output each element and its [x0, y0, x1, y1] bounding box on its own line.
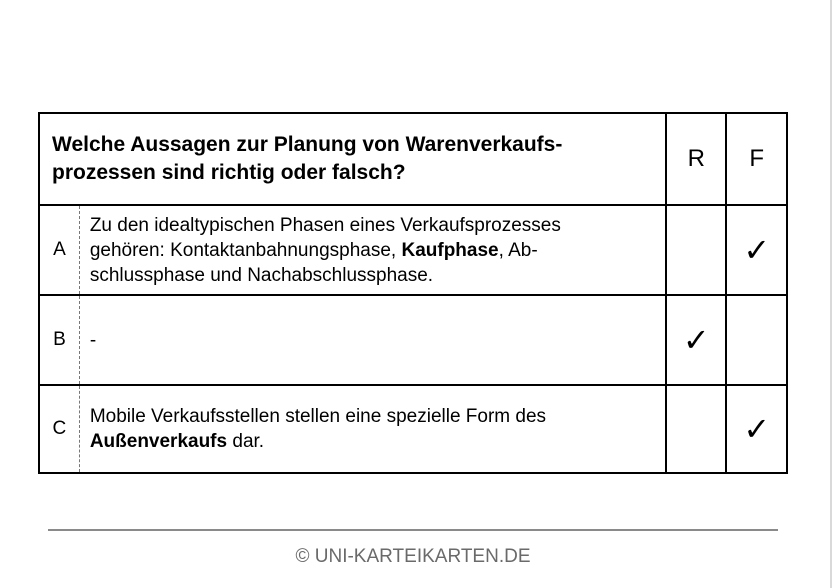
statement-text — [79, 205, 666, 295]
statement-line: gehören: Kontaktanbahnungsphase, — [89, 239, 402, 261]
statement-row-c — [39, 385, 787, 473]
statement-line: dar. — [227, 431, 265, 452]
statement-row-a — [39, 205, 787, 295]
statement-letter: A — [39, 205, 79, 295]
statement-bold-term: Außenverkaufs — [89, 431, 228, 452]
checkmark-icon: ✓ — [666, 295, 726, 385]
statement-bold-term: Kaufphase — [401, 239, 499, 261]
footer-divider — [48, 529, 778, 531]
column-header-f: F — [726, 113, 787, 205]
statement-line: Zu den idealtypischen Phasen eines Verkaufsprozesses — [89, 214, 561, 236]
flashcard-table — [38, 112, 788, 474]
answer-cell-f — [726, 295, 787, 385]
statement-text — [79, 385, 666, 473]
question-line-1: Welche Aussagen zur Planung von Warenverkaufs- — [52, 133, 563, 156]
statement-letter: B — [39, 295, 79, 385]
statement-text: - — [79, 295, 666, 385]
footer-copyright: © UNI-KARTEIKARTEN.DE — [295, 546, 531, 567]
column-header-r: R — [666, 113, 726, 205]
statement-line: , Ab- — [498, 239, 538, 261]
statement-line: Mobile Verkaufsstellen stellen eine spezielle Form des — [89, 406, 547, 427]
statement-line: schlussphase und Nachabschlussphase. — [89, 264, 434, 286]
checkmark-icon: ✓ — [726, 385, 787, 473]
answer-cell-r — [666, 385, 726, 473]
question-row — [39, 113, 787, 205]
answer-cell-r — [666, 205, 726, 295]
statement-row-b — [39, 295, 787, 385]
checkmark-icon: ✓ — [726, 205, 787, 295]
question-cell — [39, 113, 666, 205]
statement-letter: C — [39, 385, 79, 473]
question-line-2: prozessen sind richtig oder falsch? — [52, 161, 406, 184]
